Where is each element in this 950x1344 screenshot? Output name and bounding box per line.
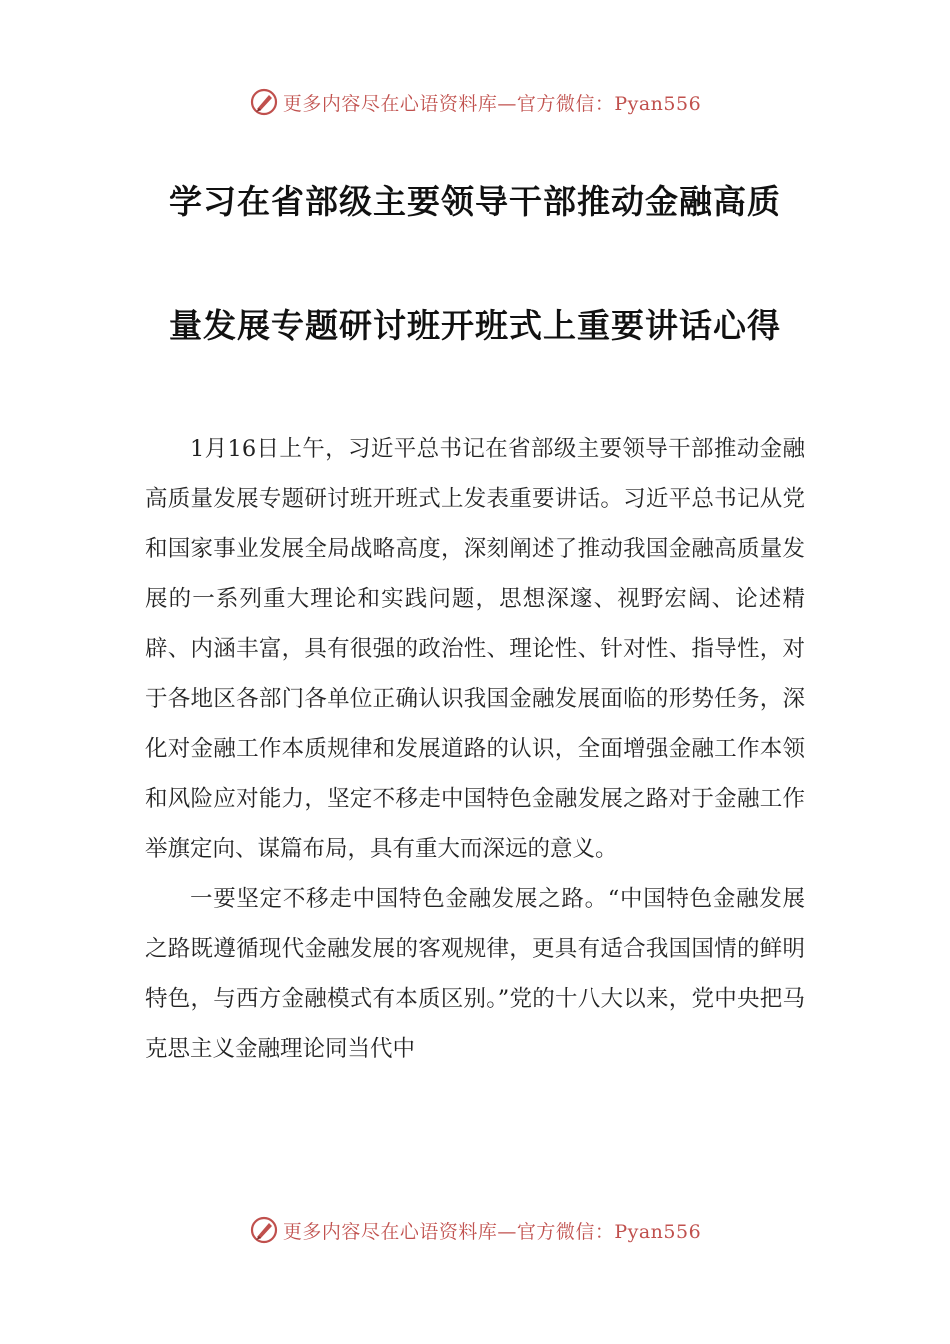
document-body (145, 424, 805, 1074)
footer-banner (0, 1208, 950, 1252)
header-banner (0, 80, 950, 124)
header-banner-text: 更多内容尽在心语资料库—官方微信：Pyan556 (282, 92, 702, 115)
footer-banner-text: 更多内容尽在心语资料库—官方微信：Pyan556 (282, 1220, 702, 1243)
pen-seal-icon (249, 1215, 279, 1245)
pen-seal-icon (249, 87, 279, 117)
paragraph-1: 1月16日上午，习近平总书记在省部级主要领导干部推动金融高质量发展专题研讨班开班式上发表重要讲话。习近平总书记从党和国家事业发展全局战略高度，深刻阐述了推动我国金融高质量发展的一系列重大理论和实践问题，思想深邃、视野宏阔、论述精辟、内涵丰富，具有很强的政治性、理论性、针对性、指导性，对于各地区各部门各单位正确认识我国金融发展面临的形势任务，深化对金融工作本质规律和发展道路的认识，全面增强金融工作本领和风险应对能力，坚定不移走中国特色金融发展之路对于金融工作举旗定向、谋篇布局，具有重大而深远的意义。 (145, 436, 805, 862)
paragraph-2: 一要坚定不移走中国特色金融发展之路。“中国特色金融发展之路既遵循现代金融发展的客观规律，更具有适合我国国情的鲜明特色，与西方金融模式有本质区别。”党的十八大以来，党中央把马克思主义金融理论同当代中 (145, 886, 805, 1062)
document-title-line-1: 学习在省部级主要领导干部推动金融高质 (169, 182, 781, 221)
document-title-line-2: 量发展专题研讨班开班式上重要讲话心得 (169, 306, 781, 345)
